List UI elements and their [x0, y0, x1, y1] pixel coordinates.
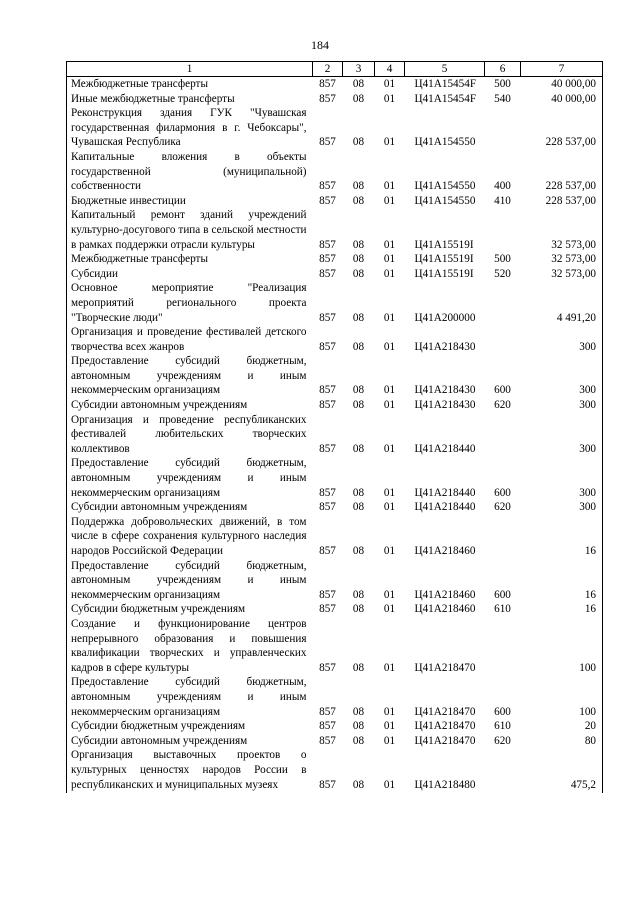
row-expense-type: 540 [494, 92, 511, 105]
row-section-code: 08 [352, 486, 365, 499]
row-expense-type [485, 208, 521, 252]
row-ministry-code: 857 [319, 238, 336, 251]
row-ministry-code: 857 [319, 588, 336, 601]
table-row [67, 208, 603, 252]
row-subsection-code: 01 [383, 705, 396, 718]
row-subsection-code: 01 [383, 545, 396, 557]
row-ministry-code: 857 [319, 661, 336, 674]
header-col-7: 7 [521, 62, 603, 77]
table-row [67, 748, 603, 793]
table-row [67, 398, 603, 413]
row-subsection-code: 01 [383, 661, 396, 674]
header-col-4: 4 [375, 62, 405, 77]
row-subsection-code: 01 [383, 267, 396, 280]
row-target-article: Ц41А154550 [414, 136, 476, 149]
row-amount: 228 537,00 [521, 150, 603, 194]
row-ministry-code: 857 [319, 442, 336, 455]
row-amount: 32 573,00 [521, 267, 603, 282]
row-name: Межбюджетные трансферты [67, 77, 313, 92]
row-ministry-code: 857 [319, 267, 336, 280]
table-row [67, 106, 603, 150]
row-ministry-code: 857 [319, 78, 336, 90]
row-target-article: Ц41А218460 [414, 603, 476, 616]
row-subsection-code: 01 [383, 238, 396, 251]
row-subsection-code: 01 [383, 603, 396, 616]
row-amount: 300 [521, 413, 603, 457]
row-expense-type [485, 617, 521, 675]
row-expense-type: 600 [494, 705, 511, 718]
row-ministry-code: 857 [319, 311, 336, 324]
row-name: Основное мероприятие "Реализация мероприятий регионального проекта "Творческие люди" [67, 281, 313, 325]
row-section-code: 08 [352, 720, 365, 733]
table-row [67, 150, 603, 194]
row-subsection-code: 01 [383, 778, 396, 791]
table-body [67, 77, 603, 794]
table-header [67, 62, 603, 77]
table-row [67, 92, 603, 107]
row-target-article: Ц41А154550 [414, 194, 476, 207]
row-amount: 40 000,00 [521, 92, 603, 107]
row-expense-type [485, 413, 521, 457]
row-amount: 32 573,00 [521, 252, 603, 267]
row-amount: 4 491,20 [521, 281, 603, 325]
row-subsection-code: 01 [383, 442, 396, 455]
row-amount: 475,2 [521, 748, 603, 793]
row-ministry-code: 857 [319, 501, 336, 514]
row-ministry-code: 857 [319, 194, 336, 207]
row-target-article: Ц41А218430 [414, 399, 476, 412]
row-target-article: Ц41А218470 [414, 720, 476, 733]
row-target-article: Ц41А15519I [414, 253, 474, 266]
row-name: Реконструкция здания ГУК "Чувашская государственная филармония в г. Чебоксары", Чувашская Республика [67, 106, 313, 150]
row-amount: 300 [521, 398, 603, 413]
row-amount: 40 000,00 [521, 77, 603, 92]
table-row [67, 325, 603, 354]
row-section-code: 08 [352, 340, 365, 353]
row-amount: 100 [521, 675, 603, 719]
row-ministry-code: 857 [319, 92, 336, 105]
row-target-article: Ц41А218460 [414, 545, 476, 557]
row-subsection-code: 01 [383, 588, 396, 601]
row-expense-type: 620 [494, 734, 511, 747]
row-amount: 300 [521, 500, 603, 515]
row-subsection-code: 01 [383, 92, 396, 105]
row-expense-type: 610 [494, 720, 511, 733]
row-target-article: Ц41А15519I [414, 267, 474, 280]
row-target-article: Ц41А218430 [414, 384, 476, 397]
row-subsection-code: 01 [383, 311, 396, 324]
header-row [67, 62, 603, 77]
row-section-code: 08 [352, 399, 365, 412]
row-amount: 300 [521, 325, 603, 354]
header-col-2: 2 [313, 62, 343, 77]
row-amount: 100 [521, 617, 603, 675]
row-target-article: Ц41А218440 [414, 442, 476, 455]
row-name: Субсидии [67, 267, 313, 282]
table-row [67, 252, 603, 267]
row-ministry-code: 857 [319, 603, 336, 616]
row-amount: 20 [521, 719, 603, 734]
row-target-article: Ц41А218470 [414, 734, 476, 747]
row-target-article: Ц41А15454F [414, 92, 477, 105]
row-name: Предоставление субсидий бюджетным, автономным учреждениям и иным некоммерческим организациям [67, 456, 313, 500]
row-subsection-code: 01 [383, 486, 396, 499]
row-target-article: Ц41А218470 [414, 661, 476, 674]
table-row [67, 194, 603, 209]
table-row [67, 77, 603, 92]
row-amount: 228 537,00 [521, 106, 603, 150]
row-expense-type [485, 106, 521, 150]
table-row [67, 413, 603, 457]
header-col-1: 1 [67, 62, 313, 77]
row-section-code: 08 [352, 311, 365, 324]
row-subsection-code: 01 [383, 340, 396, 353]
header-col-5: 5 [405, 62, 485, 77]
row-name: Предоставление субсидий бюджетным, автономным учреждениям и иным некоммерческим организациям [67, 354, 313, 398]
row-target-article: Ц41А200000 [414, 311, 476, 324]
table-row [67, 719, 603, 734]
row-subsection-code: 01 [383, 253, 396, 266]
row-expense-type: 620 [494, 501, 511, 514]
row-name: Предоставление субсидий бюджетным, автономным учреждениям и иным некоммерческим организациям [67, 559, 313, 603]
row-section-code: 08 [352, 705, 365, 718]
row-section-code: 08 [352, 442, 365, 455]
row-expense-type: 600 [494, 384, 511, 397]
row-amount: 80 [521, 734, 603, 749]
row-ministry-code: 857 [319, 545, 336, 557]
row-ministry-code: 857 [319, 778, 336, 791]
table-row [67, 354, 603, 398]
row-section-code: 08 [352, 588, 365, 601]
row-section-code: 08 [352, 194, 365, 207]
row-expense-type: 620 [494, 399, 511, 412]
row-subsection-code: 01 [383, 136, 396, 149]
row-name: Бюджетные инвестиции [67, 194, 313, 209]
row-section-code: 08 [352, 92, 365, 105]
table-row [67, 734, 603, 749]
row-name: Предоставление субсидий бюджетным, автономным учреждениям и иным некоммерческим организациям [67, 675, 313, 719]
row-expense-type: 500 [494, 253, 511, 266]
row-section-code: 08 [352, 661, 365, 674]
table-row [67, 500, 603, 515]
row-ministry-code: 857 [319, 136, 336, 149]
row-amount: 16 [521, 515, 603, 559]
row-section-code: 08 [352, 501, 365, 514]
row-expense-type: 400 [494, 180, 511, 193]
row-amount: 300 [521, 456, 603, 500]
row-target-article: Ц41А218430 [414, 340, 476, 353]
row-name: Субсидии бюджетным учреждениям [67, 602, 313, 617]
row-amount: 16 [521, 602, 603, 617]
row-subsection-code: 01 [383, 78, 396, 90]
row-section-code: 08 [352, 238, 365, 251]
row-name: Субсидии бюджетным учреждениям [67, 719, 313, 734]
row-target-article: Ц41А15454F [414, 78, 477, 90]
row-ministry-code: 857 [319, 486, 336, 499]
row-section-code: 08 [352, 778, 365, 791]
row-ministry-code: 857 [319, 734, 336, 747]
header-col-3: 3 [343, 62, 375, 77]
budget-table [66, 61, 603, 793]
row-section-code: 08 [352, 78, 365, 90]
table-row [67, 602, 603, 617]
row-section-code: 08 [352, 136, 365, 149]
table-row [67, 456, 603, 500]
row-target-article: Ц41А218440 [414, 486, 476, 499]
row-section-code: 08 [352, 267, 365, 280]
row-section-code: 08 [352, 384, 365, 397]
row-name: Капитальные вложения в объекты государственной (муниципальной) собственности [67, 150, 313, 194]
row-expense-type: 610 [494, 603, 511, 616]
row-name: Поддержка добровольческих движений, в том числе в сфере сохранения культурного наследия народов Российской Федерации [67, 515, 313, 559]
row-section-code: 08 [352, 180, 365, 193]
row-expense-type: 520 [494, 267, 511, 280]
row-expense-type [485, 325, 521, 354]
row-ministry-code: 857 [319, 705, 336, 718]
row-expense-type: 410 [494, 194, 511, 207]
row-subsection-code: 01 [383, 194, 396, 207]
row-expense-type [485, 515, 521, 559]
row-target-article: Ц41А154550 [414, 180, 476, 193]
row-subsection-code: 01 [383, 384, 396, 397]
row-subsection-code: 01 [383, 180, 396, 193]
table-row [67, 617, 603, 675]
row-name: Организация выставочных проектов о культурных ценностях народов России в республиканских и муниципальных музеях [67, 748, 313, 793]
row-name: Создание и функционирование центров непрерывного образования и повышения квалификации творческих и управленческих кадров в сфере культуры [67, 617, 313, 675]
row-subsection-code: 01 [383, 734, 396, 747]
table-row [67, 515, 603, 559]
page-number: 184 [311, 38, 329, 52]
row-target-article: Ц41А218470 [414, 705, 476, 718]
row-target-article: Ц41А218440 [414, 501, 476, 514]
row-target-article: Ц41А218480 [414, 778, 476, 791]
row-name: Межбюджетные трансферты [67, 252, 313, 267]
row-section-code: 08 [352, 253, 365, 266]
row-ministry-code: 857 [319, 180, 336, 193]
row-section-code: 08 [352, 603, 365, 616]
row-expense-type [485, 281, 521, 325]
row-name: Организация и проведение республиканских фестивалей любительских творческих коллективов [67, 413, 313, 457]
row-name: Иные межбюджетные трансферты [67, 92, 313, 107]
row-expense-type: 600 [494, 486, 511, 499]
row-expense-type [485, 748, 521, 793]
table-row [67, 267, 603, 282]
row-subsection-code: 01 [383, 501, 396, 514]
row-amount: 228 537,00 [521, 194, 603, 209]
row-expense-type: 500 [494, 78, 511, 90]
row-amount: 300 [521, 354, 603, 398]
row-target-article: Ц41А218460 [414, 588, 476, 601]
row-name: Организация и проведение фестивалей детского творчества всех жанров [67, 325, 313, 354]
row-ministry-code: 857 [319, 253, 336, 266]
table-row [67, 281, 603, 325]
row-ministry-code: 857 [319, 720, 336, 733]
row-name: Субсидии автономным учреждениям [67, 398, 313, 413]
row-amount: 32 573,00 [521, 208, 603, 252]
row-name: Субсидии автономным учреждениям [67, 500, 313, 515]
table-row [67, 559, 603, 603]
row-subsection-code: 01 [383, 399, 396, 412]
row-name: Субсидии автономным учреждениям [67, 734, 313, 749]
row-ministry-code: 857 [319, 384, 336, 397]
header-col-6: 6 [485, 62, 521, 77]
row-amount: 16 [521, 559, 603, 603]
row-section-code: 08 [352, 545, 365, 557]
row-ministry-code: 857 [319, 399, 336, 412]
row-section-code: 08 [352, 734, 365, 747]
row-name: Капитальный ремонт зданий учреждений культурно-досугового типа в сельской местности в рамках поддержки отрасли культуры [67, 208, 313, 252]
row-target-article: Ц41А15519I [414, 238, 474, 251]
row-subsection-code: 01 [383, 720, 396, 733]
row-ministry-code: 857 [319, 340, 336, 353]
row-expense-type: 600 [494, 588, 511, 601]
table-row [67, 675, 603, 719]
